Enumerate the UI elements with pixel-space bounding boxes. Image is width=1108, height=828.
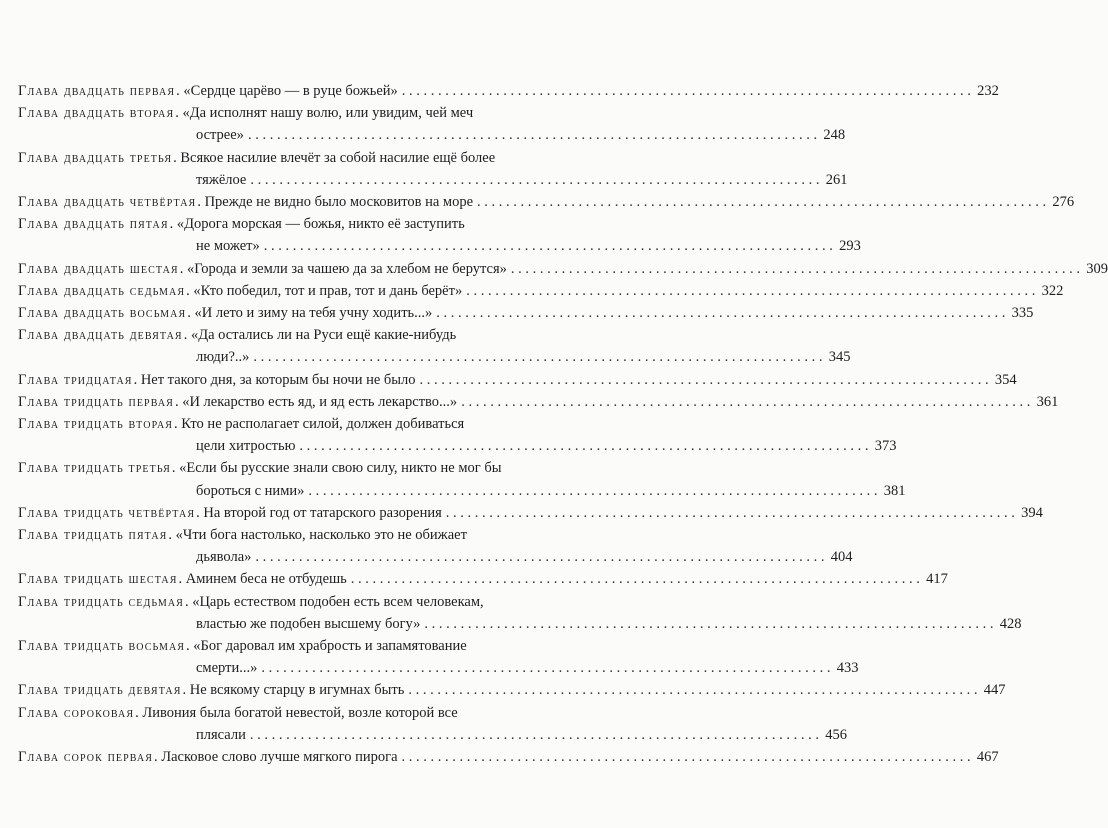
- toc-entry: [18, 702, 847, 746]
- chapter-label: Глава двадцать седьмая: [18, 282, 186, 299]
- chapter-title-text: плясали: [196, 726, 246, 743]
- chapter-label: Глава тридцать третья: [18, 460, 171, 477]
- chapter-separator: .: [178, 571, 186, 588]
- page-number: 345: [828, 349, 851, 366]
- toc-entry-line: [18, 635, 542, 657]
- chapter-label: Глава сороковая: [18, 704, 135, 721]
- toc-entry-line: [18, 679, 1006, 701]
- chapter-title-text: «Если бы русские знали свою силу, никто не мог бы: [179, 460, 502, 477]
- chapter-label: Глава тридцать пятая: [18, 527, 168, 544]
- page-number: 354: [994, 371, 1017, 388]
- chapter-label: Глава тридцать вторая: [18, 416, 174, 433]
- toc-entry: [18, 502, 1043, 524]
- leader-dots: [250, 724, 819, 746]
- leader-dots: [424, 613, 993, 635]
- toc-entry: [18, 391, 1059, 413]
- toc-entry-line: [18, 746, 999, 768]
- toc-entry-line: [18, 213, 542, 235]
- page-number: 394: [1021, 504, 1043, 521]
- toc-entry-line: [18, 258, 1108, 280]
- chapter-title-text: Прежде не видно было московитов на море: [204, 194, 474, 211]
- toc-entry-continuation: [18, 346, 851, 368]
- toc-entry: [18, 324, 851, 368]
- toc-entry-continuation: [18, 657, 859, 679]
- chapter-separator: .: [154, 749, 162, 766]
- chapter-title-text: цели хитростью: [196, 438, 296, 455]
- chapter-label: Глава тридцать восьмая: [18, 638, 186, 655]
- chapter-label: Глава двадцать четвёртая: [18, 194, 197, 211]
- toc-entry-continuation: [18, 546, 853, 568]
- chapter-separator: .: [186, 638, 194, 655]
- chapter-title-text: Не всякому старцу в игумнах быть: [189, 682, 405, 699]
- toc-entry-line: [18, 102, 542, 124]
- chapter-separator: .: [197, 194, 205, 211]
- leader-dots: [466, 280, 1035, 302]
- chapter-label: Глава тридцать четвёртая: [18, 504, 196, 521]
- leader-dots: [402, 80, 971, 102]
- chapter-separator: .: [187, 305, 195, 322]
- chapter-separator: .: [184, 593, 193, 610]
- leader-dots: [308, 480, 877, 502]
- leader-dots: [477, 191, 1046, 213]
- page-number: 447: [983, 682, 1006, 699]
- chapter-title-text: «Да исполнят нашу волю, или увидим, чей меч: [182, 105, 474, 122]
- chapter-title-text: смерти...»: [196, 660, 258, 677]
- toc-entry-line: [18, 324, 542, 346]
- chapter-title-text: не может»: [196, 238, 260, 255]
- chapter-separator: .: [168, 527, 176, 544]
- toc-entry-line: [18, 302, 1034, 324]
- toc-entry-line: [18, 191, 1075, 213]
- chapter-title-text: острее»: [196, 127, 244, 144]
- chapter-separator: .: [133, 371, 141, 388]
- toc-entry-line: [18, 280, 1064, 302]
- toc-entry: [18, 591, 1022, 635]
- chapter-title-text: «Сердце царёво — в руце божьей»: [183, 83, 398, 99]
- chapter-label: Глава тридцать первая: [18, 393, 174, 410]
- page-number: 373: [874, 438, 897, 455]
- chapter-label: Глава тридцать шестая: [18, 571, 178, 588]
- page-number: 428: [999, 615, 1022, 632]
- toc-entry: [18, 102, 846, 146]
- leader-dots: [461, 391, 1030, 413]
- chapter-label: Глава тридцать седьмая: [18, 593, 184, 610]
- chapter-label: Глава двадцать вторая: [18, 105, 175, 122]
- chapter-title-text: Аминем беса не отбудешь: [185, 571, 347, 588]
- page-number: 309: [1086, 260, 1108, 277]
- page-number: 456: [825, 726, 847, 743]
- chapter-title-text: «И лето и зиму на тебя учну ходить...»: [194, 305, 433, 322]
- leader-dots: [402, 746, 971, 768]
- page-number: 381: [883, 482, 906, 499]
- chapter-separator: .: [182, 682, 190, 699]
- toc-entry-line: [18, 702, 542, 724]
- toc-entry-continuation: [18, 124, 846, 146]
- page-number: 361: [1036, 393, 1059, 410]
- chapter-separator: .: [183, 327, 191, 344]
- toc-entry-line: [18, 524, 542, 546]
- chapter-title-text: дьявола»: [196, 549, 252, 566]
- toc-entry: [18, 568, 948, 590]
- toc-entry-continuation: [18, 435, 897, 457]
- chapter-separator: .: [171, 460, 180, 477]
- chapter-separator: .: [173, 149, 181, 166]
- toc-entry: [18, 213, 861, 257]
- chapter-separator: .: [169, 216, 177, 233]
- chapter-title-text: «Кто победил, тот и прав, тот и дань берёт»: [193, 282, 463, 299]
- leader-dots: [511, 258, 1080, 280]
- page-number: 276: [1052, 194, 1075, 211]
- page-number: 335: [1011, 305, 1034, 322]
- toc-entry-line: [18, 457, 542, 479]
- toc-entry-continuation: [18, 724, 847, 746]
- chapter-title-text: «Бог даровал им храбрость и запамятование: [193, 638, 467, 655]
- leader-dots: [255, 546, 824, 568]
- page-number: 293: [839, 238, 861, 255]
- chapter-label: Глава двадцать восьмая: [18, 305, 187, 322]
- leader-dots: [261, 657, 830, 679]
- chapter-separator: .: [135, 704, 143, 721]
- page-number: 248: [823, 127, 846, 144]
- chapter-title-text: бороться с ними»: [196, 482, 305, 499]
- toc-entry-line: [18, 391, 1059, 413]
- chapter-title-text: «Да остались ли на Руси ещё какие-нибудь: [190, 327, 457, 344]
- page-number: 322: [1041, 282, 1064, 299]
- toc-entry: [18, 369, 1017, 391]
- toc-entry: [18, 746, 999, 768]
- toc-entry-line: [18, 591, 542, 613]
- chapter-title-text: властью же подобен высшему богу»: [196, 615, 421, 632]
- chapter-separator: .: [175, 105, 183, 122]
- leader-dots: [250, 169, 819, 191]
- page-number: 433: [836, 660, 859, 677]
- table-of-contents: [18, 80, 1108, 768]
- toc-entry: [18, 679, 1006, 701]
- chapter-label: Глава тридцатая: [18, 371, 133, 388]
- leader-dots: [436, 302, 1005, 324]
- chapter-title-text: Кто не располагает силой, должен добиваться: [181, 416, 465, 433]
- toc-entry: [18, 302, 1034, 324]
- chapter-title-text: Ливония была богатой невестой, возле которой все: [142, 704, 458, 721]
- page-number: 232: [977, 83, 999, 99]
- toc-entry: [18, 524, 853, 568]
- chapter-separator: .: [186, 282, 194, 299]
- leader-dots: [446, 502, 1015, 524]
- leader-dots: [299, 435, 868, 457]
- chapter-label: Глава тридцать девятая: [18, 682, 182, 699]
- chapter-title-text: «Чти бога настолько, насколько это не обижает: [175, 527, 467, 544]
- toc-entry-line: [18, 568, 948, 590]
- chapter-title-text: Ласковое слово лучше мягкого пирога: [161, 749, 398, 766]
- chapter-title-text: «Дорога морская — божья, никто её заступить: [176, 216, 465, 233]
- toc-entry-continuation: [18, 169, 848, 191]
- chapter-title-text: Нет такого дня, за которым бы ночи не было: [140, 371, 416, 388]
- chapter-title-text: Всякое насилие влечёт за собой насилие ещё более: [180, 149, 496, 166]
- page-number: 404: [830, 549, 853, 566]
- page-number: 261: [825, 171, 848, 188]
- chapter-title-text: люди?..»: [196, 349, 250, 366]
- chapter-title-text: «Царь естеством подобен есть всем человекам,: [192, 593, 484, 610]
- toc-entry-continuation: [18, 480, 906, 502]
- leader-dots: [408, 679, 977, 701]
- toc-entry: [18, 457, 906, 501]
- toc-entry: [18, 635, 859, 679]
- chapter-title-text: На второй год от татарского разорения: [203, 504, 442, 521]
- toc-entry: [18, 80, 999, 102]
- chapter-separator: .: [176, 83, 184, 99]
- leader-dots: [264, 235, 833, 257]
- chapter-label: Глава двадцать третья: [18, 149, 173, 166]
- toc-entry-line: [18, 80, 999, 102]
- page-number: 467: [976, 749, 999, 766]
- toc-entry-line: [18, 413, 542, 435]
- toc-entry: [18, 258, 1108, 280]
- leader-dots: [351, 568, 920, 590]
- chapter-label: Глава двадцать пятая: [18, 216, 169, 233]
- toc-entry-continuation: [18, 235, 861, 257]
- chapter-separator: .: [196, 504, 204, 521]
- page-number: 417: [926, 571, 948, 588]
- chapter-title-text: тяжёлое: [196, 171, 247, 188]
- chapter-title-text: «И лекарство есть яд, и яд есть лекарство...»: [182, 393, 458, 410]
- toc-entry-line: [18, 369, 1017, 391]
- toc-entry-line: [18, 147, 542, 169]
- toc-entry: [18, 413, 897, 457]
- chapter-label: Глава двадцать первая: [18, 83, 176, 99]
- toc-entry: [18, 191, 1075, 213]
- leader-dots: [248, 124, 817, 146]
- chapter-separator: .: [179, 260, 187, 277]
- leader-dots: [420, 369, 989, 391]
- toc-entry: [18, 280, 1064, 302]
- toc-entry-line: [18, 502, 1043, 524]
- chapter-label: Глава сорок первая: [18, 749, 153, 766]
- chapter-label: Глава двадцать шестая: [18, 260, 179, 277]
- chapter-separator: .: [174, 416, 182, 433]
- chapter-title-text: «Города и земли за чашею да за хлебом не берутся»: [186, 260, 507, 277]
- chapter-label: Глава двадцать девятая: [18, 327, 183, 344]
- toc-entry-continuation: [18, 613, 1022, 635]
- chapter-separator: .: [174, 393, 183, 410]
- toc-entry: [18, 147, 848, 191]
- leader-dots: [253, 346, 822, 368]
